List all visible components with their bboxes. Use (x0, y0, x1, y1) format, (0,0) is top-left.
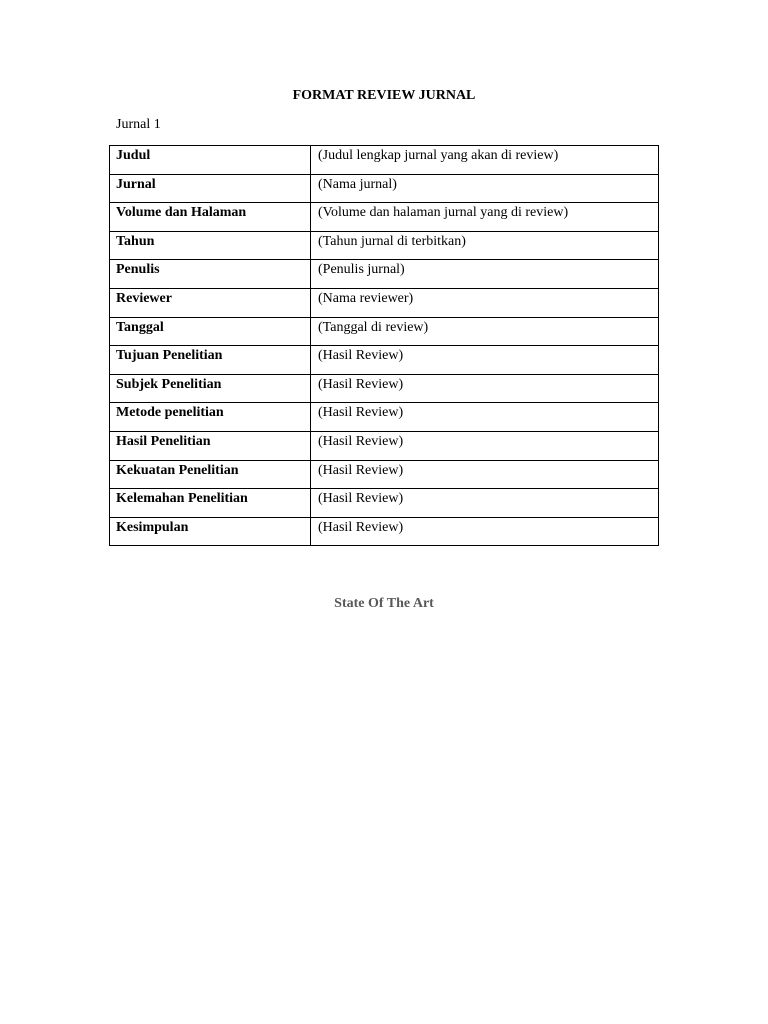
field-name-cell: Tahun (110, 231, 311, 260)
review-table (109, 145, 659, 546)
field-value-cell: (Volume dan halaman jurnal yang di review) (311, 203, 659, 232)
field-value-cell: (Nama jurnal) (311, 174, 659, 203)
field-name-cell: Tujuan Penelitian (110, 346, 311, 375)
table-row (110, 288, 659, 317)
field-value-cell: (Hasil Review) (311, 403, 659, 432)
table-row (110, 460, 659, 489)
table-row (110, 146, 659, 175)
field-name-cell: Kekuatan Penelitian (110, 460, 311, 489)
table-row (110, 203, 659, 232)
table-row (110, 431, 659, 460)
field-name-cell: Kesimpulan (110, 517, 311, 546)
field-value-cell: (Hasil Review) (311, 460, 659, 489)
table-row (110, 489, 659, 518)
table-row (110, 374, 659, 403)
table-row (110, 317, 659, 346)
field-value-cell: (Nama reviewer) (311, 288, 659, 317)
table-row (110, 403, 659, 432)
field-name-cell: Judul (110, 146, 311, 175)
page-title: FORMAT REVIEW JURNAL (292, 88, 476, 103)
field-name-cell: Volume dan Halaman (110, 203, 311, 232)
field-value-cell: (Tanggal di review) (311, 317, 659, 346)
table-row (110, 517, 659, 546)
field-name-cell: Metode penelitian (110, 403, 311, 432)
field-name-cell: Reviewer (110, 288, 311, 317)
field-name-cell: Penulis (110, 260, 311, 289)
field-value-cell: (Tahun jurnal di terbitkan) (311, 231, 659, 260)
field-value-cell: (Hasil Review) (311, 489, 659, 518)
field-value-cell: (Hasil Review) (311, 431, 659, 460)
section-heading: State Of The Art (334, 596, 434, 611)
review-table-body (110, 146, 659, 546)
table-row (110, 346, 659, 375)
table-row (110, 174, 659, 203)
field-value-cell: (Judul lengkap jurnal yang akan di review) (311, 146, 659, 175)
table-row (110, 260, 659, 289)
field-value-cell: (Hasil Review) (311, 517, 659, 546)
field-value-cell: (Hasil Review) (311, 346, 659, 375)
field-name-cell: Kelemahan Penelitian (110, 489, 311, 518)
table-row (110, 231, 659, 260)
field-value-cell: (Penulis jurnal) (311, 260, 659, 289)
field-value-cell: (Hasil Review) (311, 374, 659, 403)
journal-label: Jurnal 1 (116, 117, 161, 132)
field-name-cell: Jurnal (110, 174, 311, 203)
field-name-cell: Hasil Penelitian (110, 431, 311, 460)
field-name-cell: Tanggal (110, 317, 311, 346)
field-name-cell: Subjek Penelitian (110, 374, 311, 403)
